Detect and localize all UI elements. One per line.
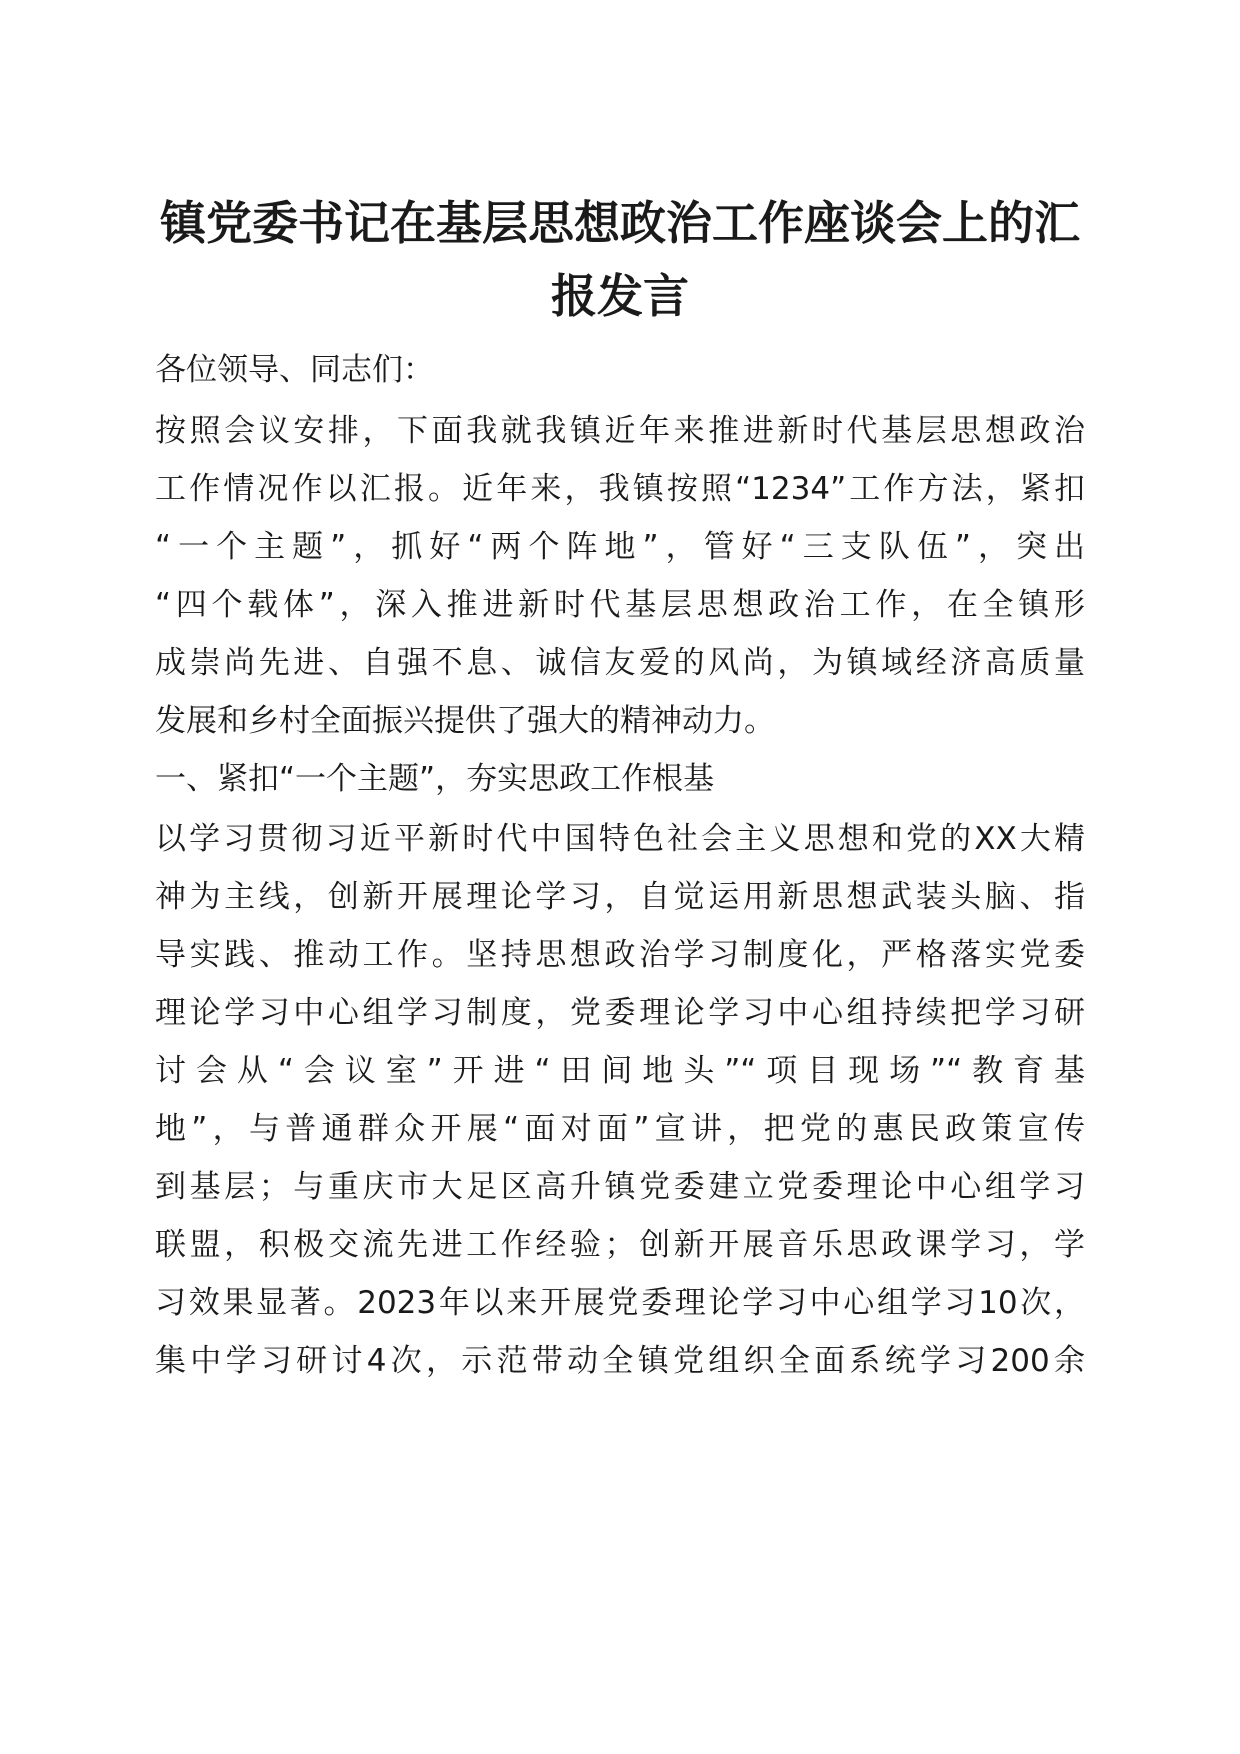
- body-line: 联盟，积极交流先进工作经验；创新开展音乐思政课学习，学: [155, 1227, 1085, 1263]
- body-line: 工作情况作以汇报。近年来，我镇按照“1234”工作方法，紧扣: [155, 471, 1085, 507]
- body-line: 习效果显著。2023年以来开展党委理论学习中心组学习10次，: [155, 1285, 1085, 1321]
- document-title-line-2: 报发言: [551, 269, 689, 323]
- body-line: 以学习贯彻习近平新时代中国特色社会主义思想和党的XX大精: [155, 821, 1085, 857]
- body-line: 发展和乡村全面振兴提供了强大的精神动力。: [155, 703, 775, 739]
- body-line: 集中学习研讨4次，示范带动全镇党组织全面系统学习200余: [155, 1343, 1085, 1379]
- document-title-line-1: 镇党委书记在基层思想政治工作座谈会上的汇: [160, 196, 1080, 250]
- body-line: “一个主题”，抓好“两个阵地”，管好“三支队伍”，突出: [155, 529, 1085, 565]
- section-heading-1: 一、紧扣“一个主题”，夯实思政工作根基: [155, 761, 715, 797]
- body-line: 导实践、推动工作。坚持思想政治学习制度化，严格落实党委: [155, 937, 1085, 973]
- body-line: 讨会从“会议室”开进“田间地头”“项目现场”“教育基: [155, 1053, 1085, 1089]
- body-line: 按照会议安排，下面我就我镇近年来推进新时代基层思想政治: [155, 413, 1085, 449]
- salutation: 各位领导、同志们：: [155, 352, 434, 388]
- body-line: 理论学习中心组学习制度，党委理论学习中心组持续把学习研: [155, 995, 1085, 1031]
- body-line: 神为主线，创新开展理论学习，自觉运用新思想武装头脑、指: [155, 879, 1085, 915]
- body-line: 地”，与普通群众开展“面对面”宣讲，把党的惠民政策宣传: [155, 1111, 1085, 1147]
- body-line: 成崇尚先进、自强不息、诚信友爱的风尚，为镇域经济高质量: [155, 645, 1085, 681]
- body-line: “四个载体”，深入推进新时代基层思想政治工作，在全镇形: [155, 587, 1085, 623]
- body-line: 到基层；与重庆市大足区高升镇党委建立党委理论中心组学习: [155, 1169, 1085, 1205]
